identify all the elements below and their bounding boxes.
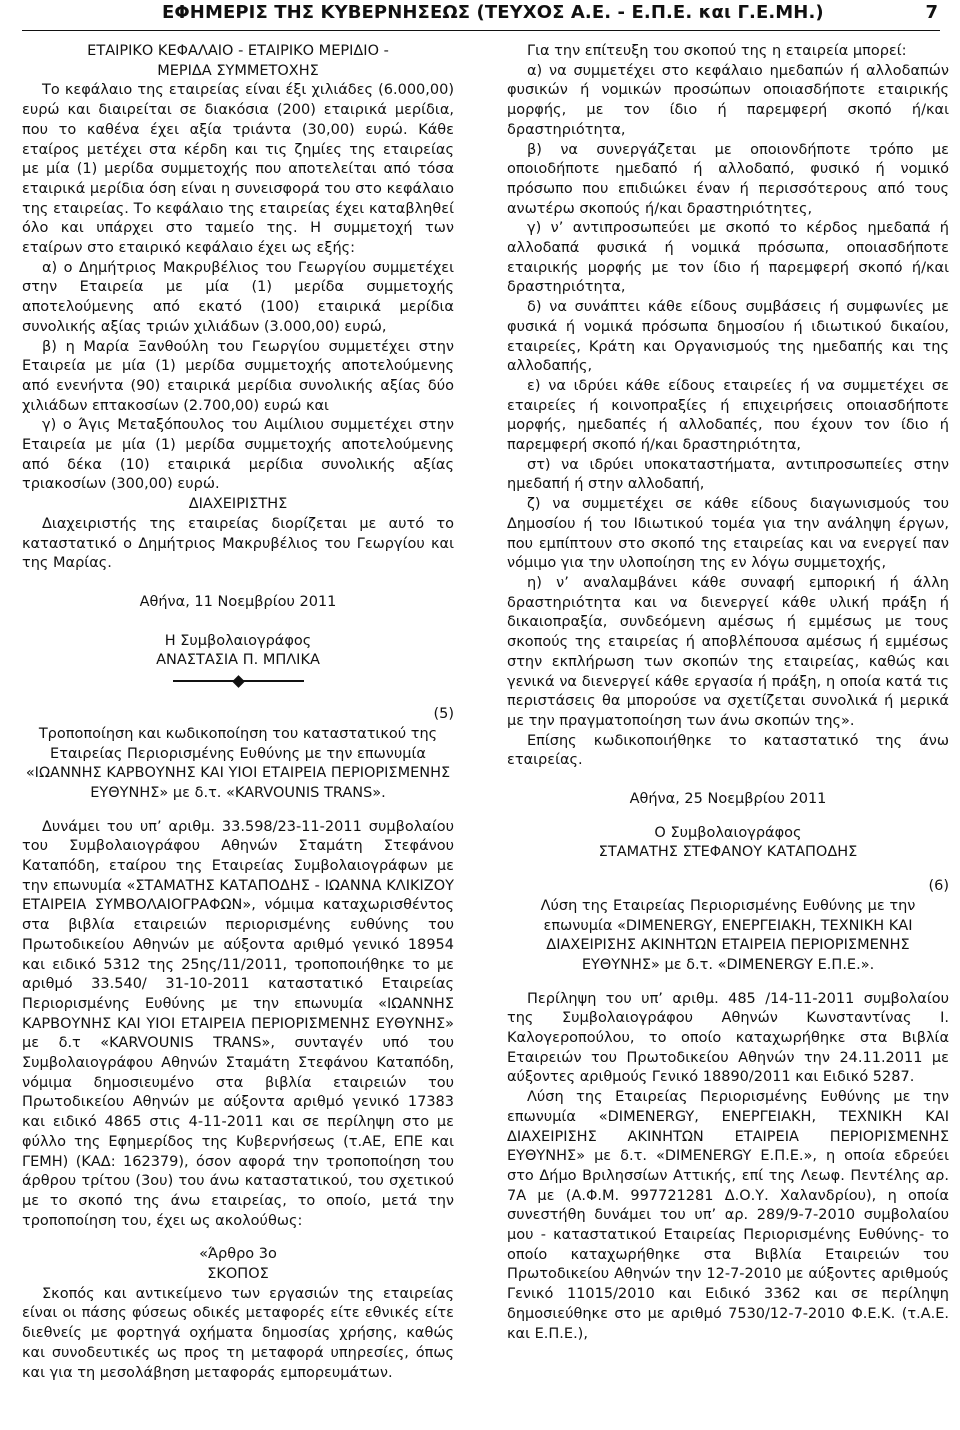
page-header	[22, 0, 940, 31]
paragraph: Δυνάμει του υπ’ αριθμ. 33.598/23-11-2011 συμβολαίου του Συμβολαιογράφου Αθηνών Σταμάτη Στεφάνου Καταπόδη, εταίρου της Εταιρείας Συμβολαιογράφων με την επωνυμία «ΣΤΑΜΑΤΗΣ ΚΑΤΑΠΟΔΗΣ - ΙΩΑΝΝΑ ΚΛΙΚΙΖΟΥ ΕΤΑΙΡΕΙΑ ΣΥΜΒΟΛΑΙΟΓΡΑΦΩΝ», νόμιμα καταχωρισθέντος στα βιβλία εταιρειών περιορισμένης ευθύνης του Πρωτοδικείου Αθηνών με αύξοντα αριθμό γενικό 18954 και ειδικό 5312 της 25ης/11/2011, τροποποιήθηκε το με αριθμό 33.540/ 31-10-2011 καταστατικό Εταιρείας Περιορισμένης Ευθύνης με την επωνυμία «ΙΩΑΝΝΗΣ ΚΑΡΒΟΥΝΗΣ ΚΑΙ ΥΙΟΙ ΕΤΑΙΡΕΙΑ ΠΕΡΙΟΡΙΣΜΕΝΗΣ ΕΥΘΥΝΗΣ» με δ.τ «KARVOUNIS TRANS», συνταγέν υπό του Συμβολαιογράφου Αθηνών Σταμάτη Στεφάνου Καταπόδη, νόμιμα δημοσιευμένο στα βιβλία εταιρειών του Πρωτοδικείου Αθηνών με αύξοντα αριθμό γενικό 17383 και ειδικό 4865 στις 4-11-2011 και σε περίληψη στο με φύλλο της Εφημερίδος της Κυβερνήσεως (τ.ΑΕ, ΕΠΕ και ΓΕΜΗ) (ΚΑΔ: 162379), όσον αφορά την τροποποίηση του άρθρου τρίτου (3ου) του άνω καταστατικού, του σχετικού με το σκοπό της άνω εταιρείας, το οποίο, μετά την τροποποίηση του, έχει ως ακολούθως:	[22, 818, 454, 1229]
separator-ornament	[22, 671, 454, 691]
paragraph: Περίληψη του υπ’ αριθμ. 485 /14-11-2011 συμβολαίου της Συμβολαιογράφου Αθηνών Κωνσταντίνας Ι. Καλογερoπούλου, το οποίο καταχωρήθηκε στα Βιβλία Εταιρειών του Πρωτοδικείου Αθηνών την 24.11.2011 με αύξοντες αριθμούς Γενικό 18890/2011 και Ειδικό 5287.	[507, 990, 949, 1086]
paragraph: Επίσης κωδικοποιήθηκε το καταστατικό της άνω εταιρείας.	[507, 732, 949, 769]
paragraph: Για την επίτευξη του σκοπού της η εταιρεία μπορεί:	[527, 43, 907, 59]
article-title: ΣΚΟΠΟΣ	[207, 1266, 269, 1283]
paragraph: γ) ν’ αντιπροσωπεύει με σκοπό το κέρδος ημεδαπά ή αλλοδαπά φυσικά ή νομικά πρόσωπα, οποιασδήποτε εταιρικής μορφής με τον ίδιο ή παρεμφερή σκοπό ή/και δραστηριότητα,	[507, 220, 949, 296]
right-column	[507, 42, 949, 1344]
paragraph: β) η Μαρία Ξανθούλη του Γεωργίου συμμετέχει στην Εταιρεία με μία (1) μερίδα συμμετοχής αποτελούμενης από ενενήντα (90) εταιρικά μερίδια συνολικής αξίας δύο χιλιάδων επτακοσίων (2.700,00) ευρώ και	[22, 338, 454, 414]
section-heading: ΜΕΡΙΔΑ ΣΥΜΜΕΤΟΧΗΣ	[157, 62, 319, 79]
diamond-icon	[232, 675, 245, 688]
paragraph: Το κεφάλαιο της εταιρείας είναι έξι χιλιάδες (6.000,00) ευρώ και διαιρείται σε διακόσια (200) εταιρικά μερίδια, που το καθένα έχει αξία τριάντα (30,00) ευρώ. Κάθε εταίρος μετέχει στα κέρδη και τις ζημίες της εταιρείας με μία (1) μερίδα συμμετοχής που αποτελείται από τόσα εταιρικά μερίδια όση είναι η συνεισφορά του στο κεφάλαιο της εταιρείας. Το κεφάλαιο της εταιρείας έχει καταβληθεί όλο και υπάρχει στο ταμείο της. Η συμμετοχή των εταίρων στο εταιρικό κεφάλαιο έχει ως εξής:	[22, 82, 454, 257]
paragraph: Λύση της Εταιρείας Περιορισμένης Ευθύνης με την επωνυμία «DIMENERGY, ΕΝΕΡΓΕΙΑΚΗ, ΤΕΧΝΙΚΗ ΚΑΙ ΔΙΑΧΕΙΡΙΣΗΣ ΑΚΙΝΗΤΩΝ ΕΤΑΙΡΕΙΑ ΠΕΡΙΟΡΙΣΜΕΝΗΣ ΕΥΘΥΝΗΣ» με δ.τ. «DIMENERGY Ε.Π.Ε.», η οποία εδρεύει στο Δήμο Βριλησσίων Αττικής, επί της Λεωφ. Πεντέλης αρ. 7Α με (Α.Φ.Μ. 997721281 Δ.Ο.Υ. Χαλανδρίου), η οποία συνεστήθη δυνάμει του υπ’ αρ. 289/9-7-2010 συμβολαίου μου - καταστατικού Εταιρείας Περιορισμένης Ευθύνης- το οποίο καταχωρήθηκε στα Βιβλία Εταιρειών του Πρωτοδικείου Αθηνών την 12-7-2010 με αύξοντες αριθμούς Γενικό 11015/2010 και Ειδικό 3362 και σε περίληψη δημοσιεύθηκε στο με αριθμό 7530/12-7-2010 Φ.Ε.Κ. (τ.Α.Ε. και Ε.Π.Ε.),	[507, 1089, 949, 1342]
signature-name: ΣΤΑΜΑΤΗΣ ΣΤΕΦΑΝΟΥ ΚΑΤΑΠΟΔΗΣ	[598, 844, 858, 861]
notice-title: Λύση της Εταιρείας Περιορισμένης Ευθύνης με την επωνυμία «DIMENERGY, ΕΝΕΡΓΕΙΑΚΗ, ΤΕΧΝΙΚΗ ΚΑΙ ΔΙΑΧΕΙΡΙΣΗΣ ΑΚΙΝΗΤΩΝ ΕΤΑΙΡΕΙΑ ΠΕΡΙΟΡΙΣΜΕΝΗΣ ΕΥΘΥΝΗΣ» με δ.τ. «DIMENERGY Ε.Π.Ε.».	[540, 897, 916, 973]
left-column	[22, 42, 454, 1383]
paragraph: γ) ο Άγις Μεταξόπουλος του Αιμίλιου συμμετέχει στην Εταιρεία με μία (1) μερίδα συμμετοχής αποτελούμενης από δέκα (10) εταιρικά μερίδια συνολικής αξίας τριακοσίων (300,00) ευρώ.	[22, 417, 454, 493]
paragraph: η) ν’ αναλαμβάνει κάθε συναφή εμπορική ή άλλη δραστηριότητα και να διενεργεί κάθε υλική πράξη ή δικαιοπραξία, συνδεόμενη αμέσως ή εμμέσως με τους σκοπούς της εταιρείας ή αποβλέπουσα αμέσως ή εμμέσως στην εκπλήρωση των σκοπών της εταιρείας, καθώς και γενικά να διενεργεί κάθε εργασία ή πράξη, η οποία κατά τις περιστάσεις θα μπορούσε να σχετίζεται συνολικά ή μερικά με την πραγματοποίηση των άνω σκοπών της».	[507, 574, 949, 729]
paragraph: Διαχειριστής της εταιρείας διορίζεται με αυτό το καταστατικό ο Δημήτριος Μακρυβέλιος του Γεωργίου και της Μαρίας.	[22, 515, 454, 572]
signature-role: Η Συμβολαιογράφος	[164, 632, 312, 649]
paragraph: δ) να συνάπτει κάθε είδους συμβάσεις ή συμφωνίες με φυσικά ή νομικά πρόσωπα δημοσίου ή ιδιωτικού δικαίου, εταιρείες, Κράτη και Οργανισμούς της ημεδαπής και της αλλοδαπής,	[507, 299, 949, 375]
signature-place-date: Αθήνα, 25 Νοεμβρίου 2011	[629, 791, 827, 808]
notice-number: (6)	[928, 878, 949, 895]
article-heading: «Άρθρο 3ο	[199, 1246, 277, 1263]
paragraph: β) να συνεργάζεται με οποιονδήποτε τρόπο με οποιοδήποτε ημεδαπό ή αλλοδαπό, φυσικό ή νομικό πρόσωπο που επιδιώκει έναν ή περισσότερους από τους ανωτέρω σκοπούς ή/και δραστηριότητες,	[507, 141, 949, 217]
notice-title: Τροποποίηση και κωδικοποίηση του καταστατικού της Εταιρείας Περιορισμένης Ευθύνης με την επωνυμία «ΙΩΑΝΝΗΣ ΚΑΡΒΟΥΝΗΣ ΚΑΙ ΥΙΟΙ ΕΤΑΙΡΕΙΑ ΠΕΡΙΟΡΙΣΜΕΝΗΣ ΕΥΘΥΝΗΣ» με δ.τ. «KARVOUNIS TRANS».	[25, 725, 451, 801]
notice-number: (5)	[433, 706, 454, 723]
signature-name: ΑΝΑΣΤΑΣΙΑ Π. ΜΠΛΙΚΑ	[156, 652, 320, 669]
paragraph: ε) να ιδρύει κάθε είδους εταιρείες ή να συμμετέχει σε εταιρείες ή κοινοπραξίες ή επιχειρήσεις οποιασδήποτε μορφής, ημεδαπές ή αλλοδαπές, που έχουν τον ίδιο ή παρεμφερή σκοπό ή/και δραστηριότητα,	[507, 377, 949, 454]
paragraph: ζ) να συμμετέχει σε κάθε είδους διαγωνισμούς του Δημοσίου ή του Ιδιωτικού τομέα για την ανάληψη έργων, που εμπίπτουν στο σκοπό της εταιρείας και να ενεργεί παν νόμιμο για την υλοποίηση της εν λόγω συμμετοχής,	[507, 496, 949, 572]
paragraph: α) ο Δημήτριος Μακρυβέλιος του Γεωργίου συμμετέχει στην Εταιρεία με μία (1) μερίδα συμμετοχής αποτελούμενης από εκατό (100) εταιρικά μερίδια συνολικής αξίας τριών χιλιάδων (3.000,00) ευρώ,	[22, 259, 454, 335]
signature-place-date: Αθήνα, 11 Νοεμβρίου 2011	[139, 593, 337, 610]
section-heading: ΔΙΑΧΕΙΡΙΣΤΗΣ	[188, 496, 288, 513]
page-number: 7	[925, 2, 938, 23]
section-heading: ΕΤΑΙΡΙΚΟ ΚΕΦΑΛΑΙΟ - ΕΤΑΙΡΙΚΟ ΜΕΡΙΔΙΟ -	[87, 43, 389, 59]
paragraph: α) να συμμετέχει στο κεφάλαιο ημεδαπών ή αλλοδαπών φυσικών ή νομικών προσώπων οποιασδήποτε εταιρικής μορφής, με τον ίδιο ή παρεμφερή σκοπό ή/και δραστηριότητα,	[507, 62, 949, 138]
signature-role: Ο Συμβολαιογράφος	[654, 824, 802, 841]
paragraph: στ) να ιδρύει υποκαταστήματα, αντιπροσωπείες στην ημεδαπή ή στην αλλοδαπή,	[507, 456, 949, 493]
paragraph: Σκοπός και αντικείμενο των εργασιών της εταιρείας είναι οι πάσης φύσεως οδικές μεταφορές είτε εθνικές είτε διεθνείς με φορτηγά οχήματα δημοσίας χρήσης, καθώς και συνοδευτικές ως προς τη μεταφορά υπηρεσίες, όπως και για τη μεσολάβηση μεταφοράς εμπορευμάτων.	[22, 1285, 454, 1381]
gazette-title: ΕΦΗΜΕΡΙΣ ΤΗΣ ΚΥΒΕΡΝΗΣΕΩΣ (ΤΕΥΧΟΣ Α.Ε. - Ε.Π.Ε. και Γ.Ε.ΜΗ.)	[162, 2, 824, 23]
